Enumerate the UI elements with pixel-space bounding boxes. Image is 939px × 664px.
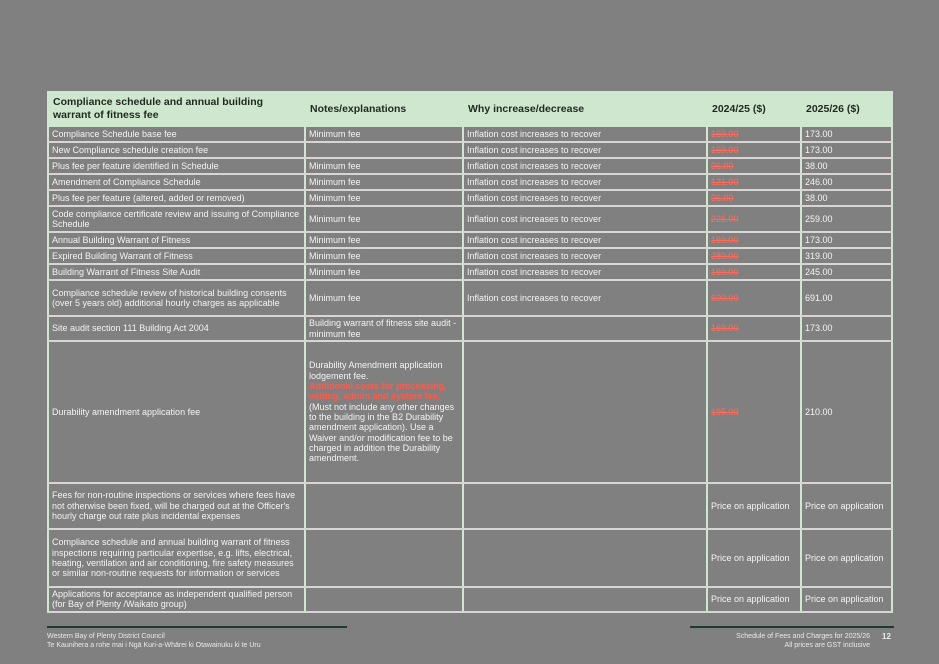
cell-curr: 173.00: [801, 232, 892, 248]
fees-table: [47, 91, 893, 613]
cell-notes: Minimum fee: [305, 232, 463, 248]
cell-prev: 600.00: [707, 280, 801, 316]
header-curr: 2025/26 ($): [801, 92, 892, 126]
cell-item: Expired Building Warrant of Fitness: [48, 248, 305, 264]
table-row: [48, 483, 892, 529]
cell-why: [463, 587, 707, 612]
cell-curr: 691.00: [801, 280, 892, 316]
cell-prev: 226.00: [707, 206, 801, 232]
cell-notes: Minimum fee: [305, 126, 463, 142]
notes-part-a: Durability Amendment application lodgement fee.: [309, 360, 443, 381]
footer-council-name: Western Bay of Plenty District Council: [47, 633, 165, 640]
table-row: [48, 316, 892, 341]
footer-gst-note: All prices are GST inclusive: [784, 642, 870, 650]
cell-prev: 280.00: [707, 248, 801, 264]
cell-notes: Minimum fee: [305, 174, 463, 190]
header-why: Why increase/decrease: [463, 92, 707, 126]
footer-doc-title: Schedule of Fees and Charges for 2025/26: [736, 633, 870, 640]
cell-curr: Price on application: [801, 529, 892, 587]
table-row: [48, 232, 892, 248]
table-row: [48, 174, 892, 190]
cell-item: Compliance schedule and annual building warrant of fitness inspections requiring particular expertise, e.g. lifts, electrical, heating, ventilation and air conditioning, fire safety measures or similar non-routine requests for information or services: [48, 529, 305, 587]
table-header-row: [48, 92, 892, 126]
header-prev: 2024/25 ($): [707, 92, 801, 126]
cell-why: Inflation cost increases to recover: [463, 232, 707, 248]
notes-part-c: (Must not include any other changes to the building in the B2 Durability amendment application). Use a Waiver and/or modification fee to be charged in addition the Durability amendment.: [309, 401, 455, 464]
cell-notes: Minimum fee: [305, 190, 463, 206]
cell-curr: 245.00: [801, 264, 892, 280]
footer-doc-info: [700, 632, 870, 651]
cell-prev: 169.00: [707, 126, 801, 142]
cell-prev: Price on application: [707, 483, 801, 529]
cell-curr: 259.00: [801, 206, 892, 232]
cell-item: Applications for acceptance as independent qualified person (for Bay of Plenty /Waikato group): [48, 587, 305, 612]
cell-why: [463, 341, 707, 483]
cell-why: Inflation cost increases to recover: [463, 158, 707, 174]
cell-item: Compliance schedule review of historical building consents (over 5 years old) additional hourly charges as applicable: [48, 280, 305, 316]
footer-divider-left: [47, 626, 347, 628]
cell-notes: [305, 529, 463, 587]
cell-notes: Minimum fee: [305, 248, 463, 264]
cell-curr: 173.00: [801, 126, 892, 142]
table-row: [48, 264, 892, 280]
notes-part-b: Additional costs for processing, vetting, admin and system fee.: [309, 380, 447, 402]
cell-curr: 173.00: [801, 142, 892, 158]
cell-item: New Compliance schedule creation fee: [48, 142, 305, 158]
cell-item: Code compliance certificate review and issuing of Compliance Schedule: [48, 206, 305, 232]
cell-why: Inflation cost increases to recover: [463, 142, 707, 158]
cell-notes: Minimum fee: [305, 206, 463, 232]
cell-notes: Minimum fee: [305, 280, 463, 316]
footer-council-maori: Te Kaunihera a rohe mai i Ngā Kuri-a-Whārei ki Otawainuku ki te Uru: [47, 642, 261, 650]
cell-why: Inflation cost increases to recover: [463, 190, 707, 206]
cell-curr: 173.00: [801, 316, 892, 341]
cell-notes: [305, 341, 463, 483]
cell-item: Amendment of Compliance Schedule: [48, 174, 305, 190]
cell-prev: 36.00: [707, 158, 801, 174]
header-item: Compliance schedule and annual building warrant of fitness fee: [48, 92, 305, 126]
table-row: [48, 158, 892, 174]
cell-why: [463, 483, 707, 529]
table-row: [48, 126, 892, 142]
cell-item: Site audit section 111 Building Act 2004: [48, 316, 305, 341]
table-row: [48, 280, 892, 316]
cell-prev: 121.00: [707, 174, 801, 190]
cell-curr: Price on application: [801, 483, 892, 529]
cell-why: Inflation cost increases to recover: [463, 174, 707, 190]
cell-prev: 169.00: [707, 142, 801, 158]
cell-curr: 319.00: [801, 248, 892, 264]
cell-curr: 38.00: [801, 190, 892, 206]
cell-why: [463, 529, 707, 587]
cell-curr: 38.00: [801, 158, 892, 174]
table-row: [48, 206, 892, 232]
cell-prev: 36.00: [707, 190, 801, 206]
table-row: [48, 587, 892, 612]
cell-curr: Price on application: [801, 587, 892, 612]
cell-why: Inflation cost increases to recover: [463, 248, 707, 264]
cell-item: Plus fee per feature (altered, added or removed): [48, 190, 305, 206]
cell-why: Inflation cost increases to recover: [463, 264, 707, 280]
cell-item: Plus fee per feature identified in Schedule: [48, 158, 305, 174]
cell-prev: 169.00: [707, 316, 801, 341]
table-row: [48, 248, 892, 264]
cell-prev: 195.00: [707, 341, 801, 483]
cell-curr: 210.00: [801, 341, 892, 483]
cell-curr: 246.00: [801, 174, 892, 190]
cell-why: Inflation cost increases to recover: [463, 206, 707, 232]
cell-prev: 169.00: [707, 264, 801, 280]
header-notes: Notes/explanations: [305, 92, 463, 126]
cell-item: Compliance Schedule base fee: [48, 126, 305, 142]
cell-notes: Minimum fee: [305, 264, 463, 280]
cell-why: Inflation cost increases to recover: [463, 126, 707, 142]
cell-item: Fees for non-routine inspections or services where fees have not otherwise been fixed, will be charged out at the Officer's hourly charge out rate plus incidental expenses: [48, 483, 305, 529]
cell-prev: 169.00: [707, 232, 801, 248]
table-row: [48, 190, 892, 206]
cell-notes: Building warrant of fitness site audit - minimum fee: [305, 316, 463, 341]
table-row: [48, 529, 892, 587]
cell-why: [463, 316, 707, 341]
cell-item: Durability amendment application fee: [48, 341, 305, 483]
cell-notes: [305, 483, 463, 529]
cell-prev: Price on application: [707, 587, 801, 612]
cell-notes: [305, 587, 463, 612]
cell-why: Inflation cost increases to recover: [463, 280, 707, 316]
footer-council: [47, 632, 261, 651]
cell-prev: Price on application: [707, 529, 801, 587]
page-number: 12: [882, 632, 891, 641]
table-row: [48, 341, 892, 483]
cell-item: Annual Building Warrant of Fitness: [48, 232, 305, 248]
footer-divider-right: [690, 626, 894, 628]
cell-notes: Minimum fee: [305, 158, 463, 174]
cell-notes: [305, 142, 463, 158]
cell-item: Building Warrant of Fitness Site Audit: [48, 264, 305, 280]
table-row: [48, 142, 892, 158]
